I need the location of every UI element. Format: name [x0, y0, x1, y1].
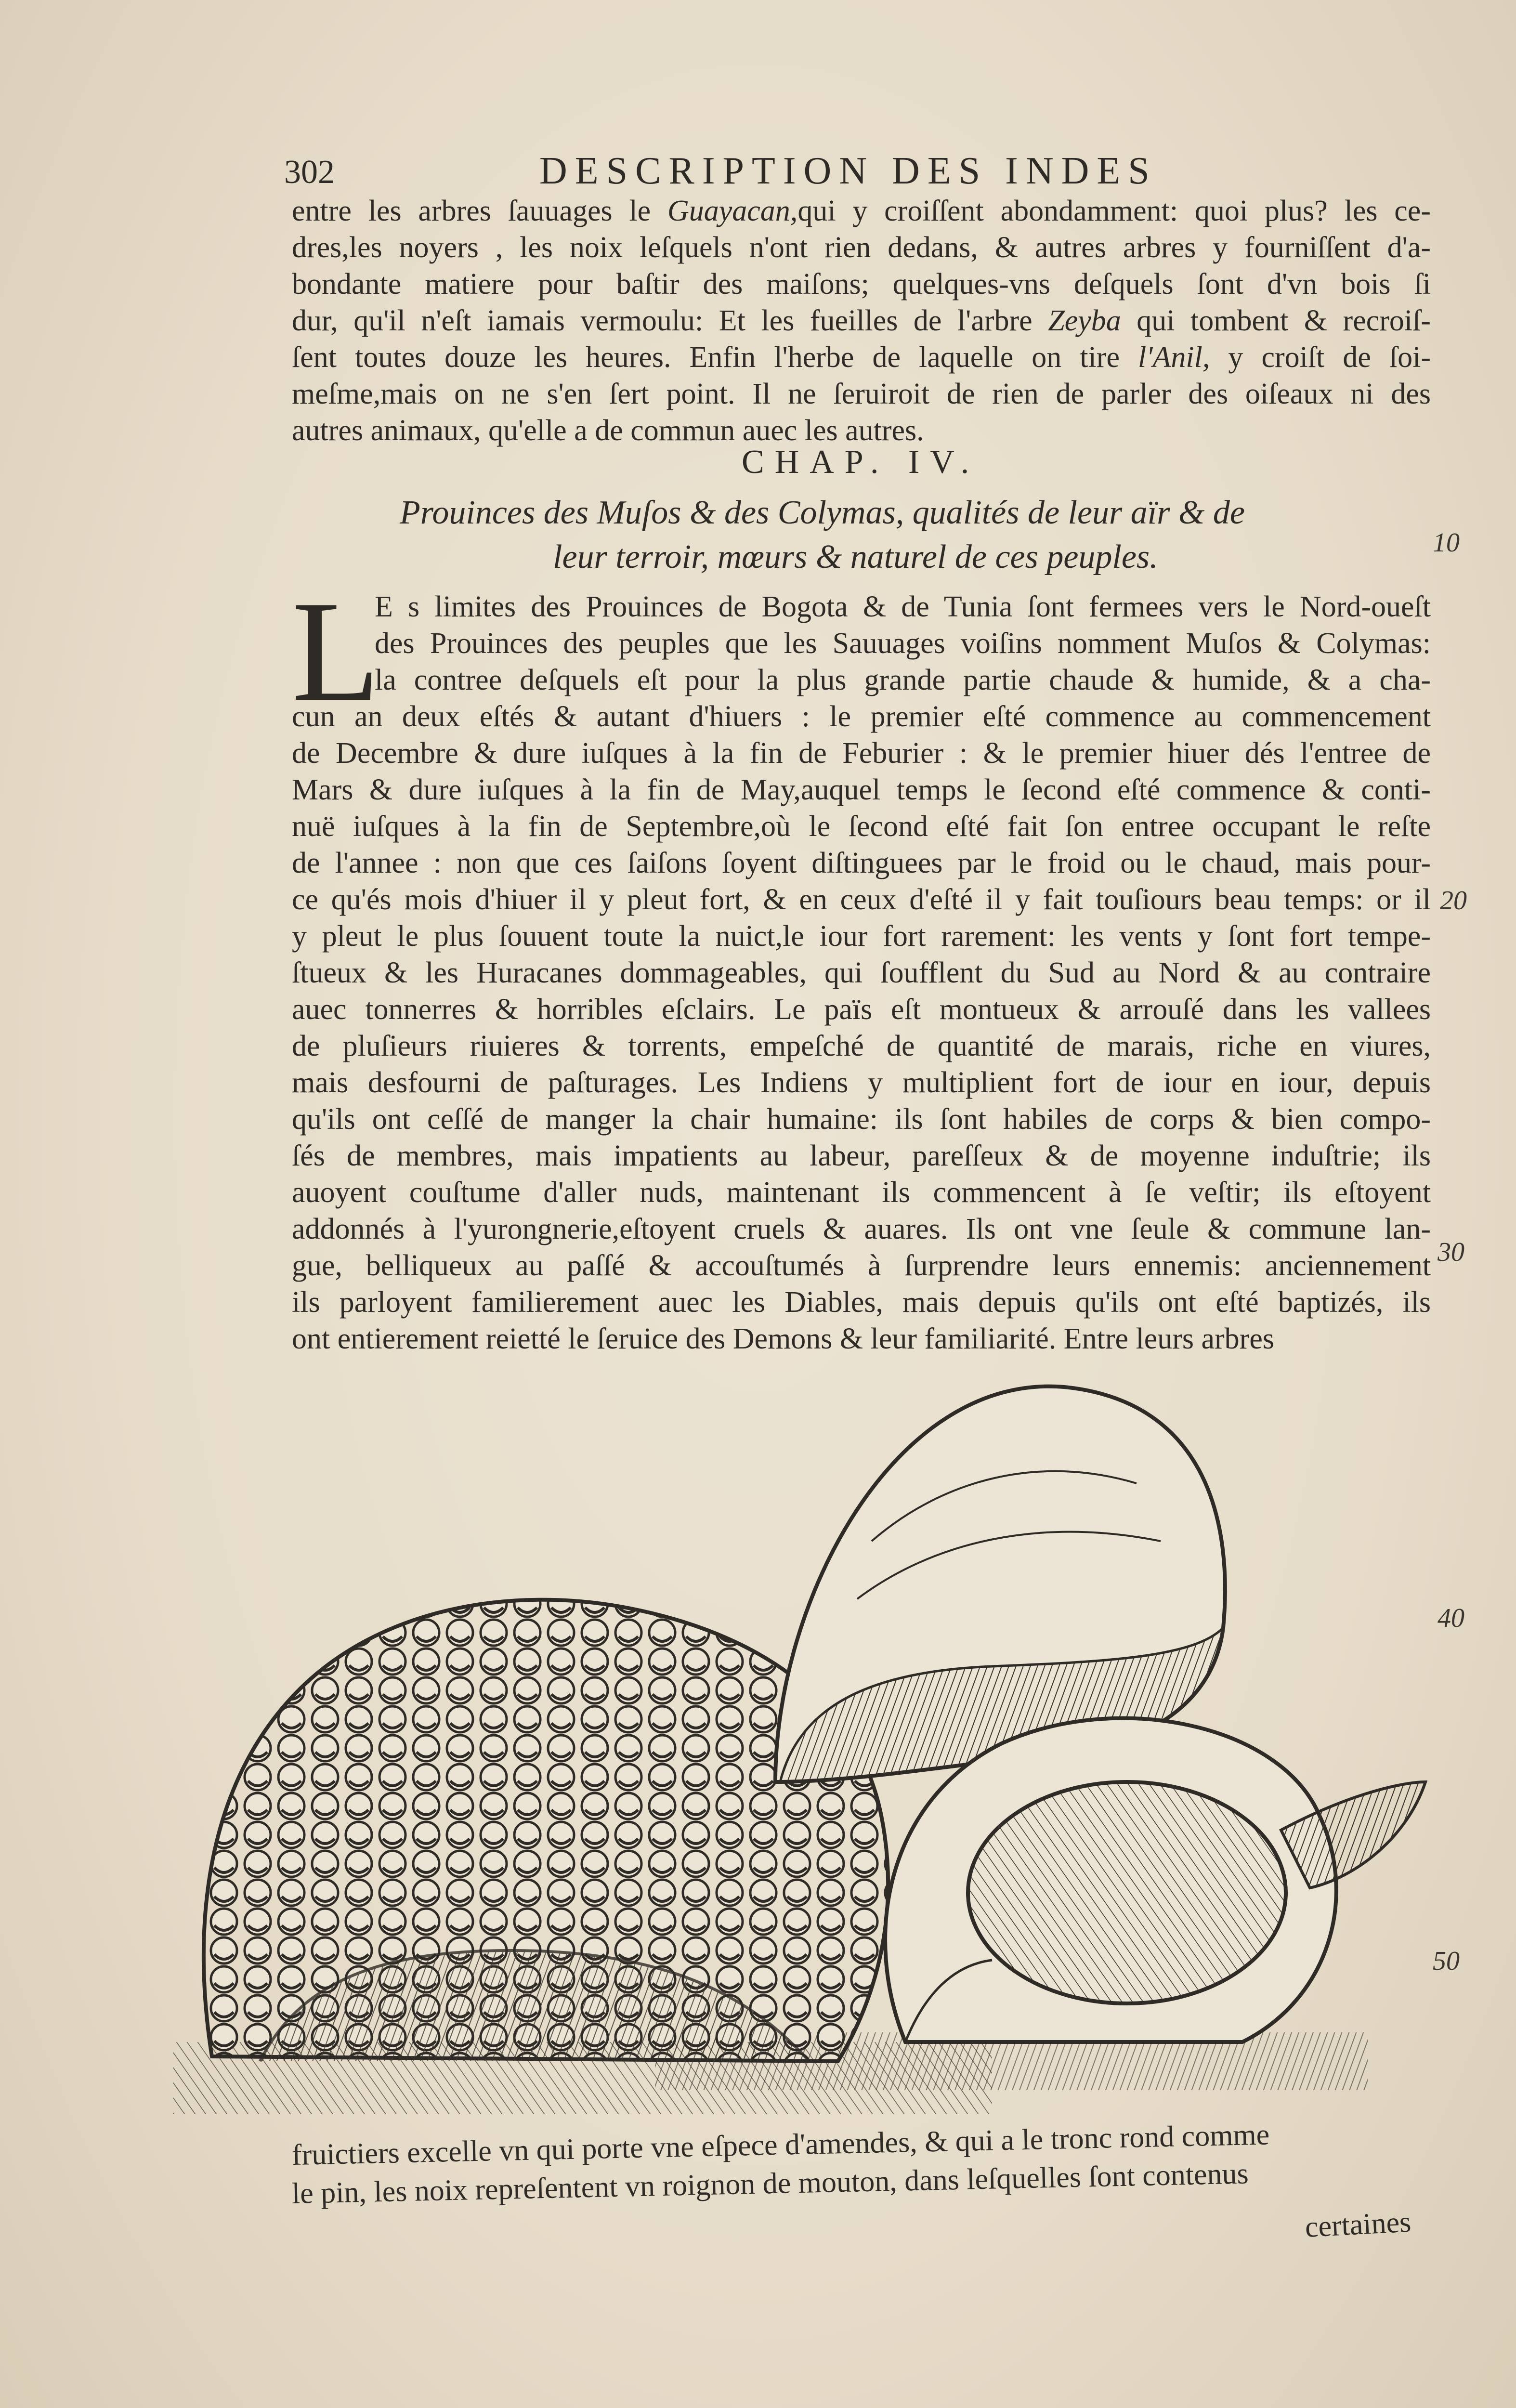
chapter-title-line-2: leur terroir, mœurs & naturel de ces peuples. [553, 538, 1158, 576]
body-line: ils parloyent familierement auec les Diables, mais depuis qu'ils ont eſté baptizés, ils [292, 1286, 1431, 1319]
margin-line-number: 20 [1440, 886, 1467, 916]
body-line: nuë iuſques à la fin de Septembre,où le ſecond eſté fait ſon entree occupant le reſte [292, 810, 1431, 843]
body-line: la contree deſquels eſt pour la plus grande partie chaude & humide, & a cha- [375, 664, 1431, 696]
body-line: ont entierement reietté le ſeruice des Demons & leur familiarité. Entre leurs arbres [292, 1322, 1274, 1355]
body-line: addonnés à l'yurongnerie,eſtoyent cruels & auares. Ils ont vne ſeule & commune lan- [292, 1213, 1431, 1245]
intro-line: meſme,mais on ne s'en ſert point. Il ne ſeruiroit de rien de parler des oiſeaux ni des [292, 378, 1431, 410]
body-line: Mars & dure iuſques à la fin de May,auquel temps le ſecond eſté commence & conti- [292, 773, 1431, 806]
body-line: ſés de membres, mais impatients au labeur, pareſſeux & de moyenne induſtrie; ils [292, 1139, 1431, 1172]
intro-line: dres,les noyers , les noix leſquels n'ont rien dedans, & autres arbres y fourniſſent d'a- [292, 231, 1431, 264]
body-line: cun an deux eſtés & autant d'hiuers : le premier eſté commence au commencement [292, 700, 1431, 733]
body-line: de pluſieurs riuieres & torrents, empeſché de quantité de marais, riche en viures, [292, 1030, 1431, 1062]
body-line: auec tonnerres & horribles eſclairs. Le païs eſt montueux & arrouſé dans les vallees [292, 993, 1431, 1026]
footer-line: fruictiers excelle vn qui porte vne eſpece d'amendes, & qui a le tronc rond comme [291, 2118, 1270, 2172]
body-line: gue, belliqueux au paſſé & accouſtumés à ſurprendre leurs ennemis: anciennement [292, 1249, 1431, 1282]
footer-line: le pin, les noix repreſentent vn roignon de mouton, dans leſquelles ſont contenus [291, 2157, 1249, 2210]
bumpy-nut-drawing [204, 1600, 888, 2061]
intro-line: bondante matiere pour baſtir des maiſons; quelques-vns deſquels ſont d'vn bois ſi [292, 268, 1431, 301]
body-line: auoyent couſtume d'aller nuds, maintenant ils commencent à ſe veſtir; ils eſtoyent [292, 1176, 1431, 1209]
margin-line-number: 10 [1433, 528, 1460, 558]
body-line: y pleut le plus ſouuent toute la nuict,le iour fort rarement: les vents y ſont fort tempe- [292, 920, 1431, 953]
body-line: qu'ils ont ceſſé de manger la chair humaine: ils ſont habiles de corps & bien compo- [292, 1103, 1431, 1136]
woodcut-illustration [173, 1358, 1450, 2138]
running-head: DESCRIPTION DES INDES [539, 150, 1157, 192]
intro-line: autres animaux, qu'elle a de commun auec les autres. [292, 414, 924, 447]
intro-line: ſent toutes douze les heures. Enfin l'herbe de laquelle on tire l'Anil, y croiſt de ſoi- [292, 341, 1431, 374]
body-line: ce qu'és mois d'hiuer il y pleut fort, & en ceux d'eſté il y fait touſiours beau temps: or il [292, 883, 1431, 916]
chapter-label: CHAP. IV. [742, 444, 980, 481]
margin-line-number: 50 [1433, 1946, 1460, 1976]
intro-line: entre les arbres ſauuages le Guayacan,qui y croiſſent abondamment: quoi plus? les ce- [292, 195, 1431, 227]
margin-line-number: 40 [1438, 1603, 1464, 1633]
body-line: mais desfourni de paſturages. Les Indiens y multiplient fort de iour en iour, depuis [292, 1066, 1431, 1099]
body-line: des Prouinces des peuples que les Sauuages voiſins nomment Muſos & Colymas: [375, 627, 1431, 660]
body-line: de l'annee : non que ces ſaiſons ſoyent diſtinguees par le froid ou le chaud, mais pour- [292, 847, 1431, 879]
page-number: 302 [284, 154, 335, 191]
chapter-title-line-1: Prouinces des Muſos & des Colymas, qualités de leur aïr & de [400, 494, 1245, 531]
drop-cap: L [292, 571, 380, 731]
margin-line-number: 30 [1438, 1237, 1464, 1267]
open-shell-drawing [885, 1718, 1425, 2042]
body-line: ſtueux & les Huracanes dommageables, qui ſoufflent du Sud au Nord & au contraire [292, 956, 1431, 989]
body-line: E s limites des Prouinces de Bogota & de Tunia ſont fermees vers le Nord-oueſt [375, 590, 1431, 623]
body-line: de Decembre & dure iuſques à la fin de Feburier : & le premier hiuer dés l'entree de [292, 737, 1431, 770]
intro-line: dur, qu'il n'eſt iamais vermoulu: Et les fueilles de l'arbre Zeyba qui tombent & recroiſ- [292, 304, 1431, 337]
catchword: certaines [1304, 2205, 1412, 2244]
